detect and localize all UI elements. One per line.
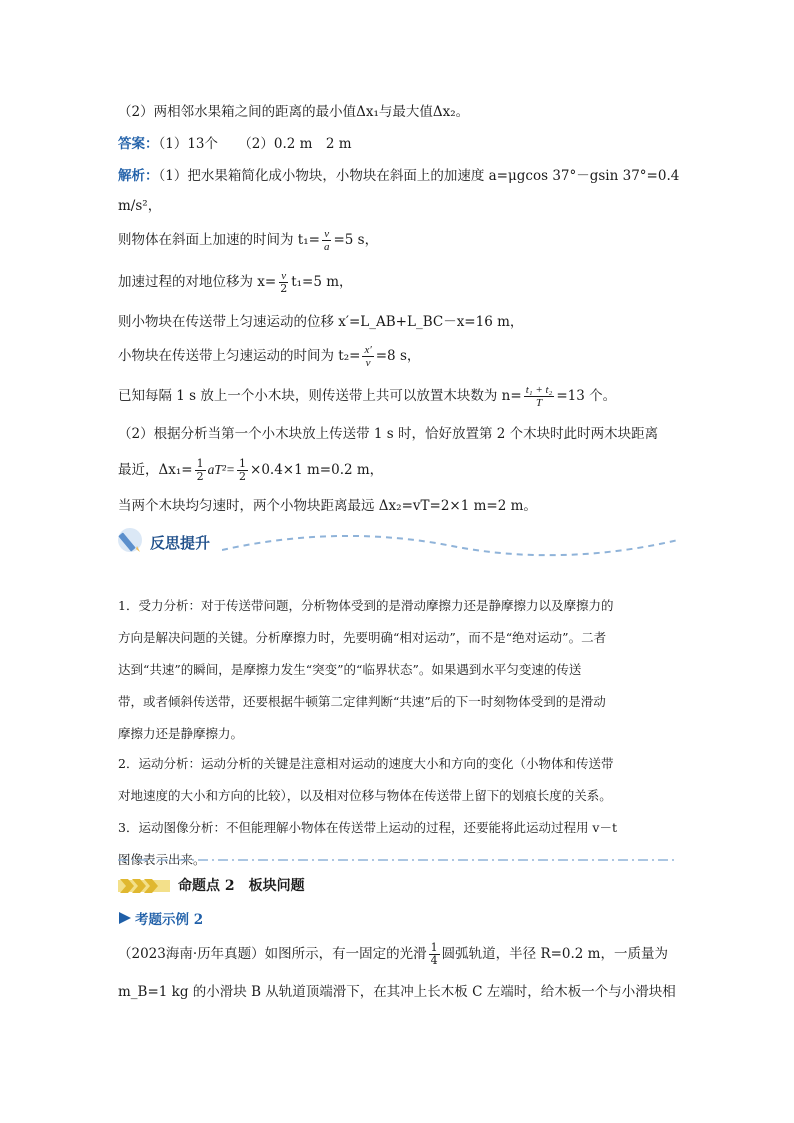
fraction-denominator: 4 — [430, 954, 438, 967]
wavy-divider — [222, 530, 678, 560]
n-formula-prefix: 已知每隔 1 s 放上一个小木块，则传送带上共可以放置木块数为 n= — [118, 388, 522, 404]
reflection-p3-line-b: 图像表示出来。 — [118, 852, 206, 867]
topic-label: 命题点 2 — [178, 878, 235, 894]
analysis-line-8: （2）根据分析当第一个小木块放上传送带 1 s 时，恰好放置第 2 个木块时此时两木块距离 — [118, 426, 659, 442]
pencil-icon — [116, 524, 148, 556]
example-line-1 — [118, 942, 668, 967]
fraction-numerator: v — [281, 270, 287, 282]
t2-formula-prefix: 小物块在传送带上匀速运动的时间为 t₂= — [118, 348, 361, 364]
answer-text: （1）13个 （2）0.2 m 2 m — [158, 136, 352, 152]
reflection-p1-line-d: 带，或者倾斜传送带，还要根据牛顿第二定律判断“共速”后的下一时刻物体受到的是滑动 — [118, 694, 606, 709]
analysis-label: 解析： — [118, 168, 159, 184]
fraction-denominator: 2 — [280, 282, 288, 295]
analysis-line-6 — [118, 344, 420, 369]
dx1-formula-prefix: 最近，Δx₁= — [118, 462, 193, 478]
fraction-x-over-v — [362, 344, 373, 369]
analysis-line-1 — [118, 166, 679, 186]
x-formula-suffix: t₁=5 m， — [291, 274, 353, 290]
analysis-line-2: m/s²， — [118, 198, 162, 214]
analysis-text-1: （1）把水果箱简化成小物块，小物块在斜面上的加速度 a=μgcos 37°－gsin 37°=0.4 — [158, 168, 680, 184]
fraction-denominator: 2 — [239, 470, 247, 483]
fraction-numerator: t₁ + t₂ — [525, 384, 553, 396]
reflection-p1-line-c: 达到“共速”的瞬间，是摩擦力发生“突变”的“临界状态”。如果遇到水平匀变速的传送 — [118, 662, 582, 677]
t2-formula-suffix: =8 s， — [375, 348, 421, 364]
analysis-line-9 — [118, 458, 383, 483]
example-text-suffix: 圆弧轨道，半径 R=0.2 m，一质量为 — [441, 946, 668, 962]
x-formula-prefix: 加速过程的对地位移为 x= — [118, 274, 277, 290]
fraction-denominator: T — [535, 397, 543, 409]
fraction-numerator: x′ — [364, 344, 372, 356]
fraction-v-over-2 — [278, 270, 289, 295]
fraction-numerator: 1 — [239, 457, 247, 470]
fraction-denominator: 2 — [196, 470, 204, 483]
analysis-line-4 — [118, 270, 353, 295]
analysis-line-7 — [118, 384, 616, 409]
t1-formula-prefix: 则物体在斜面上加速的时间为 t₁= — [118, 232, 320, 248]
dx1-formula-suffix: ×0.4×1 m=0.2 m， — [250, 462, 384, 478]
fraction-numerator: v — [324, 228, 330, 240]
fraction-numerator: 1 — [196, 457, 204, 470]
answer-label: 答案： — [118, 136, 159, 152]
reflection-p2-line-b: 对地速度的大小和方向的比较），以及相对位移与物体在传送带上留下的划痕长度的关系。 — [118, 788, 612, 803]
analysis-line-3 — [118, 228, 378, 253]
fraction-half-2 — [237, 458, 248, 483]
reflection-p1-line-e: 摩擦力还是静摩擦力。 — [118, 726, 244, 741]
reflection-p1-line-b: 方向是解决问题的关键。分析摩擦力时，先要明确“相对运动”，而不是“绝对运动”。二者 — [118, 630, 607, 645]
fraction-t-sum-over-T — [524, 384, 555, 409]
reflection-p3-line-a: 3．运动图像分析：不但能理解小物体在传送带上运动的过程，还要能将此运动过程用 v－t — [118, 820, 618, 835]
reflection-p1-line-a: 1．受力分析：对于传送带问题，分析物体受到的是滑动摩擦力还是静摩擦力以及摩擦力的 — [118, 598, 614, 613]
fraction-numerator: 1 — [430, 941, 438, 954]
dx1-formula-middle: aT²= — [207, 462, 236, 477]
topic-banner — [118, 874, 305, 896]
chevron-arrows-icon — [118, 876, 170, 894]
example-line-2: m_B=1 kg 的小滑块 B 从轨道顶端滑下，在其冲上长木板 C 左端时，给木板一个与小滑块相 — [118, 984, 676, 1000]
fraction-denominator: v — [365, 357, 371, 369]
example-title: 考题示例 2 — [135, 912, 204, 928]
example-text-prefix: （2023海南·历年真题）如图所示，有一固定的光滑 — [118, 946, 427, 962]
fraction-half-1 — [195, 458, 206, 483]
n-formula-suffix: =13 个。 — [556, 388, 617, 404]
reflection-title: 反思提升 — [150, 534, 211, 552]
t1-formula-suffix: =5 s， — [333, 232, 379, 248]
play-icon — [118, 911, 132, 925]
fraction-v-over-a — [322, 228, 332, 253]
topic-title: 板块问题 — [248, 878, 305, 894]
analysis-line-10: 当两个木块均匀速时，两个小物块距离最远 Δx₂=vT=2×1 m=2 m。 — [118, 498, 537, 514]
section-separator — [118, 858, 674, 862]
question-2: （2）两相邻水果箱之间的距离的最小值Δx₁与最大值Δx₂。 — [118, 104, 470, 120]
fraction-quarter — [429, 942, 440, 967]
analysis-line-5: 则小物块在传送带上匀速运动的位移 x′=L_AB+L_BC－x=16 m， — [118, 314, 524, 330]
answer-line — [118, 134, 352, 154]
fraction-denominator: a — [323, 241, 330, 253]
example-heading — [118, 908, 203, 928]
reflection-p2-line-a: 2．运动分析：运动分析的关键是注意相对运动的速度大小和方向的变化（小物体和传送带 — [118, 756, 614, 771]
